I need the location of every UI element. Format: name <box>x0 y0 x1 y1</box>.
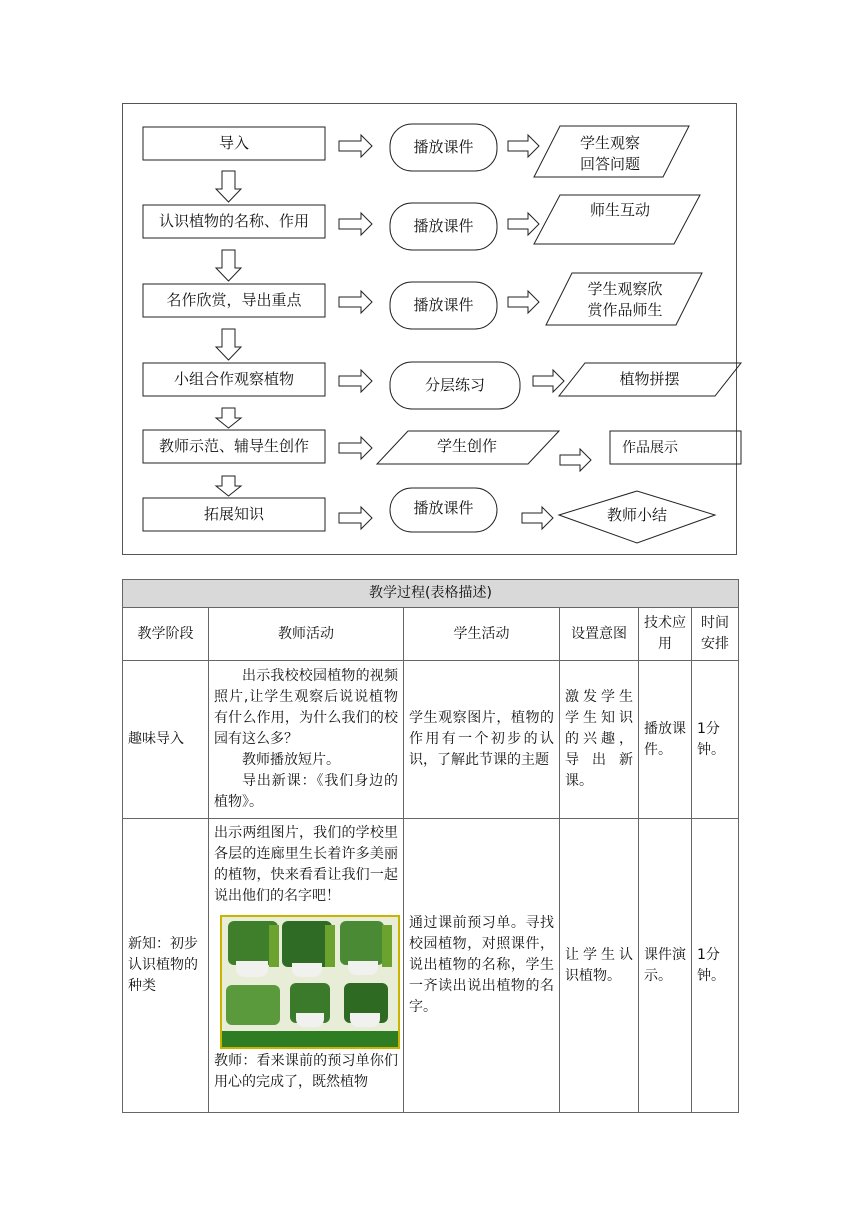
flow-result-label: 植物拼摆 <box>619 370 680 388</box>
flow-step-label: 认识植物的名称、作用 <box>158 212 309 230</box>
teacher-activity-text: 导出新课：《我们身边的植物》。 <box>214 773 398 810</box>
flow-action-label: 分层练习 <box>424 376 485 394</box>
flow-result-label: 学生观察 <box>579 134 640 152</box>
teacher-activity-text: 教师播放短片。 <box>242 752 340 768</box>
teacher-activity-text: 教师：看来课前的预习单你们用心的完成了，既然植物 <box>214 1053 398 1090</box>
flow-result-label: 作品展示 <box>622 440 678 456</box>
plant-photo <box>220 915 400 1049</box>
flow-step-label: 名作欣赏，导出重点 <box>166 291 302 309</box>
flow-result-label: 教师小结 <box>606 506 667 524</box>
column-header: 教学阶段 <box>123 608 209 661</box>
column-header: 技术应用 <box>639 608 692 661</box>
down-arrow-icon <box>216 329 241 360</box>
column-header: 学生活动 <box>404 608 560 661</box>
time-cell: 1分钟。 <box>692 661 739 819</box>
right-arrow-icon <box>339 291 372 313</box>
right-arrow-icon <box>508 135 539 157</box>
table-row <box>123 819 739 1113</box>
right-arrow-icon <box>522 507 553 529</box>
flow-action-label: 播放课件 <box>413 296 474 314</box>
intent-cell: 激发学生学生知识的兴趣，导出新课。 <box>560 661 639 819</box>
down-arrow-icon <box>216 408 241 428</box>
right-arrow-icon <box>339 135 372 157</box>
flow-action-label: 播放课件 <box>413 499 474 517</box>
student-activity-cell: 学生观察图片，植物的作用有一个初步的认识，了解此节课的主题 <box>404 661 560 819</box>
flow-step-label: 教师示范、辅导生创作 <box>158 437 309 455</box>
column-header: 教师活动 <box>209 608 404 661</box>
flow-result-label: 师生互动 <box>589 201 650 219</box>
table-row <box>123 661 739 819</box>
flow-step-label: 小组合作观察植物 <box>173 370 294 388</box>
flow-action-label: 学生创作 <box>436 437 497 455</box>
right-arrow-icon <box>560 449 591 471</box>
right-arrow-icon <box>339 213 372 235</box>
down-arrow-icon <box>216 250 241 281</box>
teacher-activity-cell <box>209 661 404 819</box>
right-arrow-icon <box>339 370 372 392</box>
time-cell: 1分钟。 <box>692 819 739 1113</box>
flow-step-label: 拓展知识 <box>203 505 264 523</box>
right-arrow-icon <box>339 437 372 459</box>
intent-cell: 让学生认识植物。 <box>560 819 639 1113</box>
right-arrow-icon <box>533 370 564 392</box>
column-header: 设置意图 <box>560 608 639 661</box>
teacher-activity-cell <box>209 819 404 1113</box>
flow-action-label: 播放课件 <box>413 138 474 156</box>
stage-cell: 趣味导入 <box>123 661 209 819</box>
right-arrow-icon <box>508 213 539 235</box>
tech-cell: 播放课件。 <box>639 661 692 819</box>
column-header: 时间安排 <box>692 608 739 661</box>
table-title: 教学过程(表格描述) <box>123 580 739 608</box>
student-activity-cell: 通过课前预习单。寻找校园植物，对照课件，说出植物的名称，学生一齐读出说出植物的名字。 <box>404 819 560 1113</box>
right-arrow-icon <box>508 291 539 313</box>
right-arrow-icon <box>339 507 372 529</box>
flow-step-label: 导入 <box>218 134 249 152</box>
down-arrow-icon <box>216 171 241 202</box>
tech-cell: 课件演示。 <box>639 819 692 1113</box>
teacher-activity-text: 出示我校校园植物的视频照片,让学生观察后说说植物有什么作用，为什么我们的校园有这么多？ <box>214 668 398 747</box>
down-arrow-icon <box>216 476 241 496</box>
flow-result-label: 赏作品师生 <box>587 301 663 319</box>
teaching-process-table <box>122 579 739 1113</box>
teacher-activity-text: 出示两组图片，我们的学校里各层的连廊里生长着许多美丽的植物，快来看看让我们一起说出他们的名字吧！ <box>214 825 398 904</box>
stage-cell: 新知：初步认识植物的种类 <box>123 819 209 1113</box>
flow-result-label: 学生观察欣 <box>587 280 663 298</box>
flow-result-label: 回答问题 <box>579 155 640 173</box>
flow-action-label: 播放课件 <box>413 217 474 235</box>
